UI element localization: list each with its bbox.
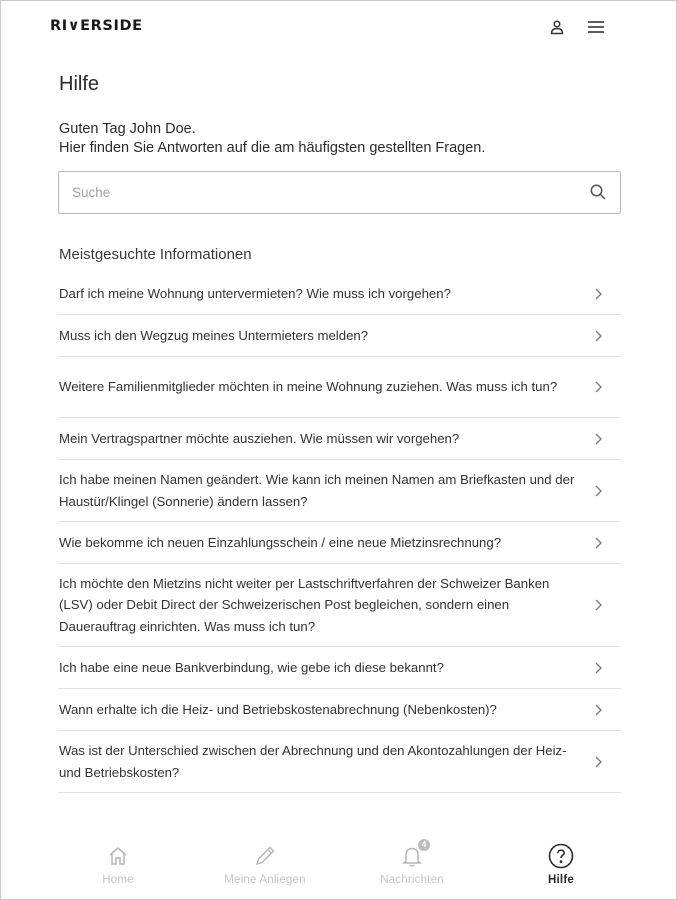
faq-question: Was ist der Unterschied zwischen der Abrechnung und den Akontozahlungen der Heiz- und Betriebskosten? — [59, 743, 567, 780]
faq-item[interactable] — [58, 731, 621, 793]
home-icon — [107, 845, 129, 867]
chevron-right-icon — [591, 432, 605, 446]
riverside-logo[interactable]: RI∨ERSIDE — [50, 18, 143, 34]
faq-item[interactable] — [58, 689, 621, 731]
faq-section-title: Meistgesuchte Informationen — [59, 246, 252, 263]
faq-item[interactable] — [58, 357, 621, 418]
messages-badge: 4 — [418, 839, 430, 851]
faq-item[interactable] — [58, 564, 621, 647]
faq-question: Ich habe eine neue Bankverbindung, wie gebe ich diese bekannt? — [59, 659, 444, 675]
faq-question: Wie bekomme ich neuen Einzahlungsschein / eine neue Mietzinsrechnung? — [59, 534, 502, 550]
chevron-right-icon — [591, 287, 605, 301]
nav-my-requests-label: Meine Anliegen — [224, 874, 306, 886]
faq-list — [58, 274, 621, 793]
faq-question: Ich habe meinen Namen geändert. Wie kann ich meinen Namen am Briefkasten und der Haustür/Klingel (Sonnerie) ändern lassen? — [59, 472, 575, 509]
chevron-right-icon — [591, 380, 605, 394]
bottom-nav — [1, 827, 676, 899]
chevron-right-icon — [591, 484, 605, 498]
chevron-right-icon — [591, 661, 605, 675]
faq-question: Ich möchte den Mietzins nicht weiter per Lastschriftverfahren der Schweizer Banken (LSV) oder Debit Direct der Schweizerischen Post begleichen, sondern einen Dauerauftrag einrichten. Was muss ich tun? — [59, 575, 550, 634]
user-icon[interactable] — [547, 17, 567, 37]
faq-item[interactable] — [58, 460, 621, 522]
search-input[interactable] — [59, 172, 579, 213]
faq-item[interactable] — [58, 418, 621, 460]
chevron-right-icon — [591, 536, 605, 550]
faq-item[interactable] — [58, 274, 621, 315]
greeting — [59, 120, 485, 158]
top-bar — [1, 1, 676, 53]
pencil-icon — [253, 844, 277, 868]
chevron-right-icon — [591, 598, 605, 612]
page-title: Hilfe — [59, 73, 100, 95]
search-box — [58, 171, 621, 214]
search-icon[interactable] — [589, 183, 607, 201]
faq-item[interactable] — [58, 315, 621, 357]
faq-question: Muss ich den Wegzug meines Untermieters melden? — [59, 327, 369, 343]
nav-messages[interactable] — [352, 841, 472, 886]
hamburger-menu-icon[interactable] — [586, 17, 606, 37]
faq-item[interactable] — [58, 522, 621, 564]
faq-question: Wann erhalte ich die Heiz- und Betriebskostenabrechnung (Nebenkosten)? — [59, 701, 497, 717]
greeting-line-2: Hier finden Sie Antworten auf die am häufigsten gestellten Fragen. — [59, 140, 486, 156]
faq-question: Darf ich meine Wohnung untervermieten? Wie muss ich vorgehen? — [59, 286, 451, 302]
faq-item[interactable] — [58, 647, 621, 689]
nav-my-requests[interactable] — [205, 841, 325, 886]
faq-question: Mein Vertragspartner möchte ausziehen. Wie müssen wir vorgehen? — [59, 430, 460, 446]
nav-help[interactable] — [501, 841, 621, 886]
help-circle-icon — [548, 843, 574, 869]
nav-help-label: Hilfe — [548, 874, 574, 886]
chevron-right-icon — [591, 703, 605, 717]
faq-question: Weitere Familienmitglieder möchten in meine Wohnung zuziehen. Was muss ich tun? — [59, 379, 558, 395]
nav-home[interactable] — [58, 841, 178, 886]
nav-messages-label: Nachrichten — [380, 874, 444, 886]
chevron-right-icon — [591, 329, 605, 343]
chevron-right-icon — [591, 755, 605, 769]
nav-home-label: Home — [102, 874, 134, 886]
greeting-line-1: Guten Tag John Doe. — [59, 121, 196, 137]
